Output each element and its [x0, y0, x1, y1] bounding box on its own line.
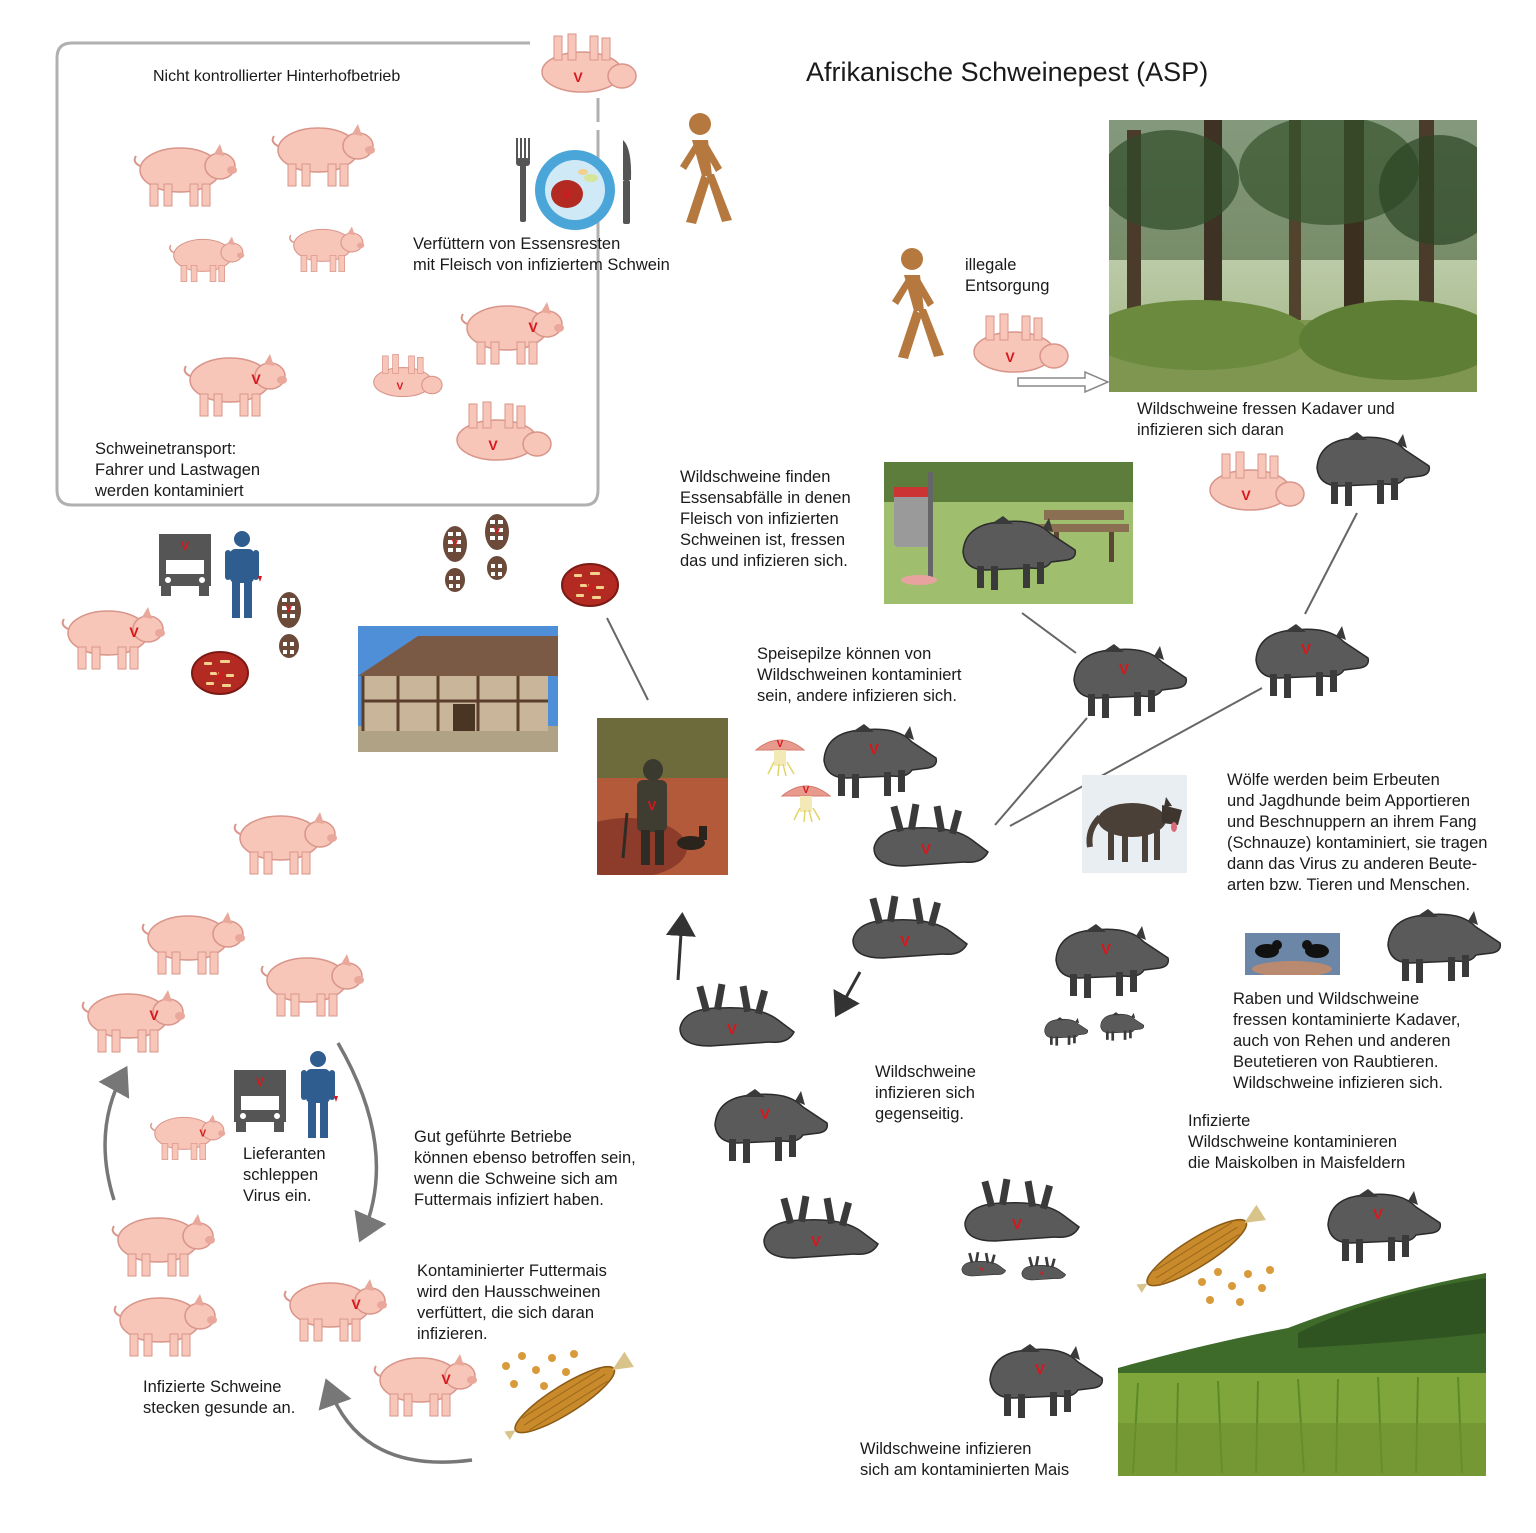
- plate-icon: [533, 148, 617, 232]
- wild-boar-icon: [951, 512, 1081, 592]
- pig-icon: [165, 232, 245, 286]
- pig-icon: [76, 986, 186, 1056]
- svg-text:V: V: [726, 1021, 738, 1038]
- wolves-dogs-text: Wölfe werden beim Erbeuten und Jagdhunde beim Apportieren und Beschnuppern an ihrem Fang (Schnauze) kontaminiert, sie tragen dann das Virus zu anderen Beute- arten bzw. Tieren und Menschen.: [1227, 771, 1488, 894]
- person-icon: [298, 1050, 338, 1140]
- pig-icon: [278, 1275, 388, 1345]
- dead-pig-icon: [962, 310, 1072, 380]
- pig-icon: [285, 222, 365, 276]
- mushrooms-text: Speisepilze können von Wildschweinen kontaminiert sein, andere infizieren sich.: [757, 645, 962, 705]
- svg-text:V: V: [251, 371, 261, 387]
- svg-text:V: V: [1005, 349, 1015, 365]
- svg-text:V: V: [802, 785, 810, 796]
- dead-boar-icon: [958, 1250, 1008, 1282]
- svg-text:V: V: [129, 624, 139, 640]
- illegal-disposal-text: illegale Entsorgung: [965, 256, 1050, 295]
- svg-text:V: V: [1118, 661, 1130, 678]
- svg-text:V: V: [1034, 1361, 1046, 1378]
- mushroom-icon: [754, 734, 806, 776]
- svg-text:V: V: [180, 539, 190, 553]
- boot-print-icon: [275, 590, 303, 660]
- svg-text:V: V: [1039, 1271, 1044, 1278]
- suppliers-text: Lieferanten schleppen Virus ein.: [243, 1145, 326, 1205]
- svg-text:V: V: [573, 69, 583, 85]
- boars-find-waste-text: Wildschweine finden Essensabfälle in denen Fleisch von infizierten Schweinen ist, fressen das und infizieren sich.: [680, 468, 851, 570]
- backyard-farm-label: Nicht kontrollierter Hinterhofbetrieb: [153, 68, 401, 85]
- ravens-boars-text: Raben und Wildschweine fressen kontaminierte Kadaver, auch von Rehen und anderen Beutetieren von Raubtieren. Wildschweine infizieren sich.: [1233, 990, 1461, 1092]
- dead-pig-icon: [1198, 448, 1308, 518]
- infected-pigs-text: Infizierte Schweine stecken gesunde an.: [143, 1378, 296, 1417]
- dead-boar-icon: [864, 800, 994, 880]
- forest-photo: [1109, 120, 1477, 392]
- dead-pig-icon: [445, 398, 555, 468]
- dead-boar-icon: [955, 1175, 1085, 1255]
- svg-text:V: V: [488, 437, 498, 453]
- pig-icon: [136, 908, 246, 978]
- svg-text:V: V: [215, 669, 225, 683]
- dead-boar-icon: [1018, 1254, 1068, 1286]
- svg-text:V: V: [562, 187, 572, 202]
- wild-boar-icon: [978, 1340, 1108, 1420]
- meat-icon: [190, 650, 250, 696]
- svg-text:V: V: [1241, 487, 1251, 503]
- svg-text:V: V: [441, 1371, 451, 1387]
- svg-text:V: V: [920, 841, 932, 858]
- infected-boars-corn-text: Infizierte Wildschweine kontaminieren die Maiskolben in Maisfeldern: [1188, 1112, 1406, 1172]
- svg-text:V: V: [285, 604, 293, 615]
- hunter-painting: [597, 718, 728, 875]
- pig-icon: [255, 950, 365, 1020]
- boars-mutual-text: Wildschweine infizieren sich gegenseitig.: [875, 1063, 976, 1123]
- svg-text:V: V: [868, 741, 880, 758]
- feeding-leftovers-text: Verfüttern von Essensresten mit Fleisch von infiziertem Schwein: [413, 235, 670, 274]
- transport-text: Schweinetransport: Fahrer und Lastwagen werden kontaminiert: [95, 440, 261, 500]
- svg-text:V: V: [1372, 1206, 1384, 1223]
- wild-boar-icon: [1096, 1010, 1146, 1042]
- pig-icon: [455, 298, 565, 368]
- cornfield-photo: [1118, 1273, 1486, 1476]
- svg-text:V: V: [810, 1233, 822, 1250]
- meat-icon: [560, 562, 620, 608]
- pig-icon: [128, 140, 238, 210]
- wild-boar-icon: [1376, 905, 1506, 985]
- svg-text:V: V: [396, 381, 404, 393]
- pig-icon: [266, 120, 376, 190]
- dead-boar-icon: [754, 1192, 884, 1272]
- svg-text:V: V: [759, 1106, 771, 1123]
- truck-icon: [232, 1068, 288, 1134]
- wild-boar-icon: [812, 720, 942, 800]
- svg-text:V: V: [255, 1075, 265, 1089]
- svg-text:V: V: [351, 1296, 361, 1312]
- svg-text:V: V: [451, 538, 459, 549]
- boot-print-icon: [483, 512, 511, 582]
- wolf-photo: [1082, 775, 1187, 873]
- wild-boar-icon: [1244, 620, 1374, 700]
- svg-text:V: V: [149, 1007, 159, 1023]
- wild-boar-icon: [1044, 920, 1174, 1000]
- boars-eat-carcass-text: Wildschweine fressen Kadaver und infizieren sich daran: [1137, 400, 1395, 439]
- wild-boar-icon: [1040, 1015, 1090, 1047]
- ravens-photo: [1245, 933, 1340, 975]
- truck-icon: [157, 532, 213, 598]
- corn-kernels-icon: [1196, 1262, 1276, 1312]
- svg-text:V: V: [1300, 641, 1312, 658]
- well-managed-text: Gut geführte Betriebe können ebenso betroffen sein, wenn die Schweine sich am Futtermais infiziert haben.: [414, 1128, 636, 1209]
- wild-boar-icon: [703, 1085, 833, 1165]
- pig-icon: [368, 1350, 478, 1420]
- dead-pig-icon: [530, 30, 640, 100]
- svg-text:V: V: [776, 739, 784, 750]
- pig-icon: [146, 1110, 226, 1164]
- corn-icon: [494, 1352, 644, 1442]
- walking-person-icon: [868, 245, 948, 365]
- pig-icon: [178, 350, 288, 420]
- wild-boar-icon: [1316, 1185, 1446, 1265]
- svg-text:V: V: [899, 933, 911, 950]
- dead-boar-icon: [843, 892, 973, 972]
- contaminated-feed-text: Kontaminierter Futtermais wird den Hausschweinen verfüttert, die sich daran infizieren.: [417, 1262, 607, 1343]
- dead-pig-icon: [365, 350, 445, 404]
- pig-icon: [56, 603, 166, 673]
- wild-boar-icon: [1062, 640, 1192, 720]
- pig-icon: [228, 808, 338, 878]
- pig-icon: [108, 1290, 218, 1360]
- boot-print-icon: [441, 524, 469, 594]
- svg-text:V: V: [1011, 1216, 1023, 1233]
- svg-text:V: V: [647, 798, 657, 813]
- farm-barn-photo: [358, 626, 558, 752]
- svg-text:V: V: [493, 526, 501, 537]
- svg-text:V: V: [528, 319, 538, 335]
- knife-icon: [620, 140, 634, 224]
- walking-person-icon: [656, 110, 736, 230]
- svg-text:V: V: [585, 581, 595, 595]
- page-title: Afrikanische Schweinepest (ASP): [806, 57, 1209, 87]
- person-icon: [222, 530, 262, 620]
- fork-icon: [515, 138, 531, 224]
- svg-text:V: V: [199, 1128, 207, 1140]
- wild-boar-icon: [1305, 428, 1435, 508]
- svg-text:V: V: [979, 1267, 984, 1274]
- svg-text:V: V: [1100, 941, 1112, 958]
- pig-icon: [106, 1210, 216, 1280]
- boars-corn-text: Wildschweine infizieren sich am kontaminierten Mais: [860, 1440, 1070, 1479]
- dead-boar-icon: [670, 980, 800, 1060]
